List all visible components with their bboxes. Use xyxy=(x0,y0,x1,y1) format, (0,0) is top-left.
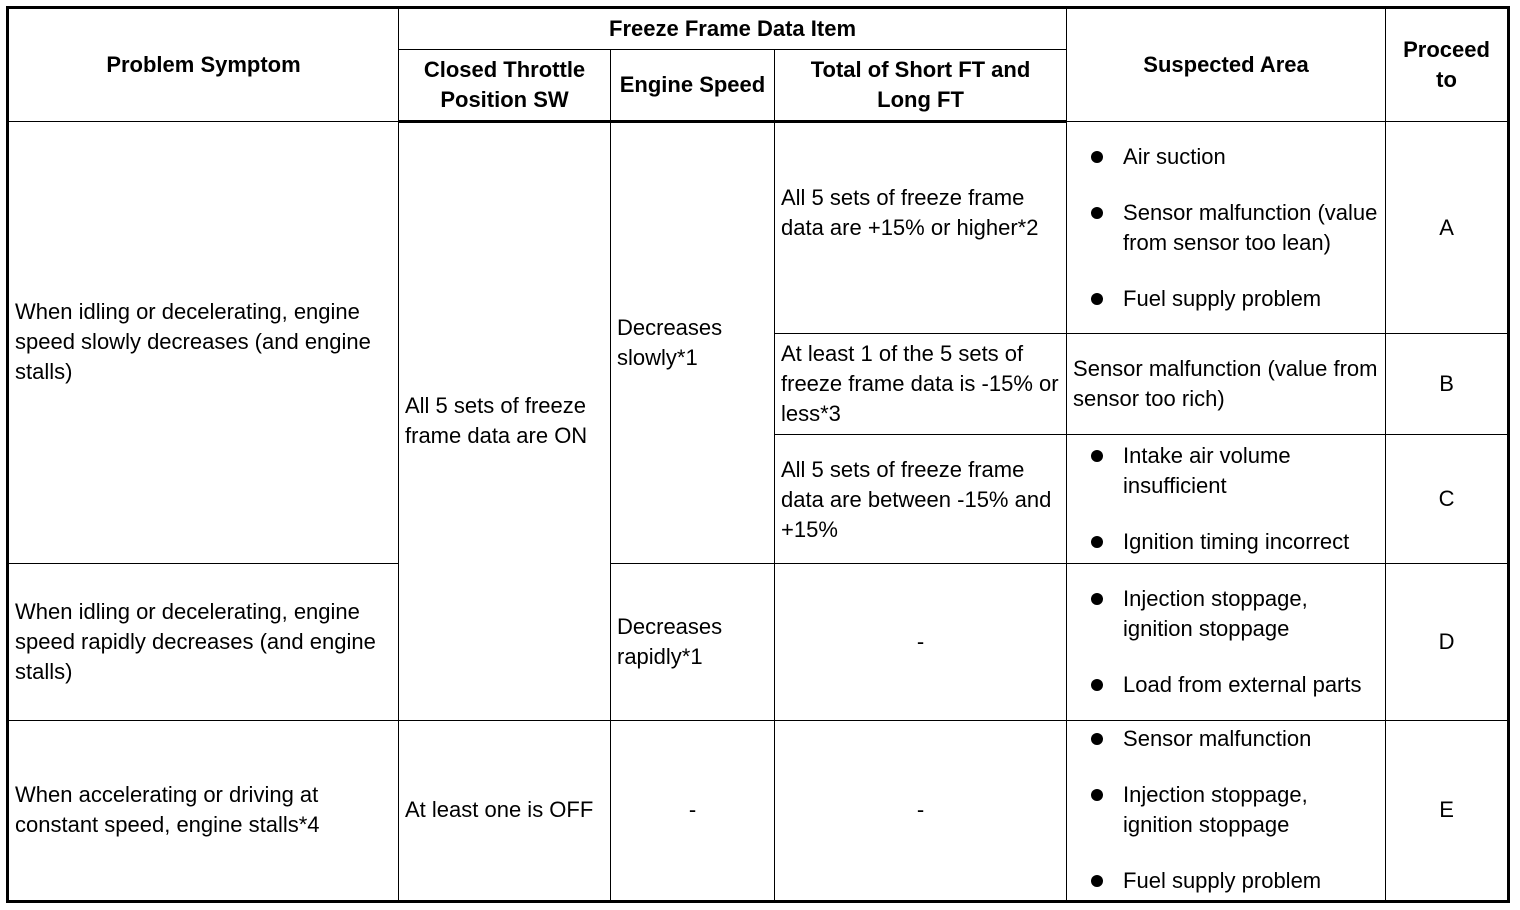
area-d-cell xyxy=(1067,563,1386,720)
list-item: Fuel supply problem xyxy=(1073,866,1379,896)
speed-dash-cell: - xyxy=(611,720,775,901)
closed-throttle-header: Closed Throttle Position SW xyxy=(399,50,611,122)
proceed-b-cell: B xyxy=(1386,334,1509,435)
list-item: Intake air volume insufficient xyxy=(1073,441,1379,501)
area-c-cell xyxy=(1067,435,1386,563)
table-row xyxy=(8,563,1509,720)
area-d-list xyxy=(1073,584,1379,700)
proceed-to-header: Proceed to xyxy=(1386,8,1509,122)
table-row xyxy=(8,122,1509,334)
list-item: Fuel supply problem xyxy=(1073,284,1379,314)
bullet-icon xyxy=(1091,207,1103,219)
list-item: Injection stoppage, ignition stoppage xyxy=(1073,780,1379,840)
area-c-list xyxy=(1073,441,1379,557)
speed-rapid-cell: Decreases rapidly*1 xyxy=(611,563,775,720)
ft-b-cell: At least 1 of the 5 sets of freeze frame data is -15% or less*3 xyxy=(775,334,1067,435)
freeze-frame-header: Freeze Frame Data Item xyxy=(399,8,1067,50)
symptom-rapid-cell: When idling or decelerating, engine speed rapidly decreases (and engine stalls) xyxy=(8,563,399,720)
throttle-off-cell: At least one is OFF xyxy=(399,720,611,901)
list-item: Injection stoppage, ignition stoppage xyxy=(1073,584,1379,644)
ft-e-cell: - xyxy=(775,720,1067,901)
bullet-icon xyxy=(1091,875,1103,887)
list-item: Sensor malfunction (value from sensor too lean) xyxy=(1073,198,1379,258)
proceed-e-cell: E xyxy=(1386,720,1509,901)
area-b-cell: Sensor malfunction (value from sensor too rich) xyxy=(1067,334,1386,435)
bullet-icon xyxy=(1091,536,1103,548)
area-e-list xyxy=(1073,724,1379,896)
ft-a-cell: All 5 sets of freeze frame data are +15% or higher*2 xyxy=(775,122,1067,334)
list-item: Sensor malfunction xyxy=(1073,724,1379,754)
table-row xyxy=(8,720,1509,901)
throttle-on-cell: All 5 sets of freeze frame data are ON xyxy=(399,122,611,721)
proceed-c-cell: C xyxy=(1386,435,1509,563)
bullet-icon xyxy=(1091,151,1103,163)
speed-slow-cell: Decreases slowly*1 xyxy=(611,122,775,563)
bullet-icon xyxy=(1091,733,1103,745)
diagnosis-table xyxy=(6,6,1510,903)
list-item: Air suction xyxy=(1073,142,1379,172)
area-a-list xyxy=(1073,142,1379,314)
bullet-icon xyxy=(1091,593,1103,605)
engine-speed-header: Engine Speed xyxy=(611,50,775,122)
header-row xyxy=(8,8,1509,50)
suspected-area-header: Suspected Area xyxy=(1067,8,1386,122)
ft-d-cell: - xyxy=(775,563,1067,720)
symptom-slow-cell: When idling or decelerating, engine speed slowly decreases (and engine stalls) xyxy=(8,122,399,563)
bullet-icon xyxy=(1091,679,1103,691)
list-item: Load from external parts xyxy=(1073,670,1379,700)
proceed-a-cell: A xyxy=(1386,122,1509,334)
bullet-icon xyxy=(1091,789,1103,801)
ft-c-cell: All 5 sets of freeze frame data are between -15% and +15% xyxy=(775,435,1067,563)
list-item: Ignition timing incorrect xyxy=(1073,527,1379,557)
total-ft-header: Total of Short FT and Long FT xyxy=(775,50,1067,122)
bullet-icon xyxy=(1091,450,1103,462)
proceed-d-cell: D xyxy=(1386,563,1509,720)
symptom-accel-cell: When accelerating or driving at constant speed, engine stalls*4 xyxy=(8,720,399,901)
area-e-cell xyxy=(1067,720,1386,901)
area-a-cell xyxy=(1067,122,1386,334)
problem-symptom-header: Problem Symptom xyxy=(8,8,399,122)
bullet-icon xyxy=(1091,293,1103,305)
